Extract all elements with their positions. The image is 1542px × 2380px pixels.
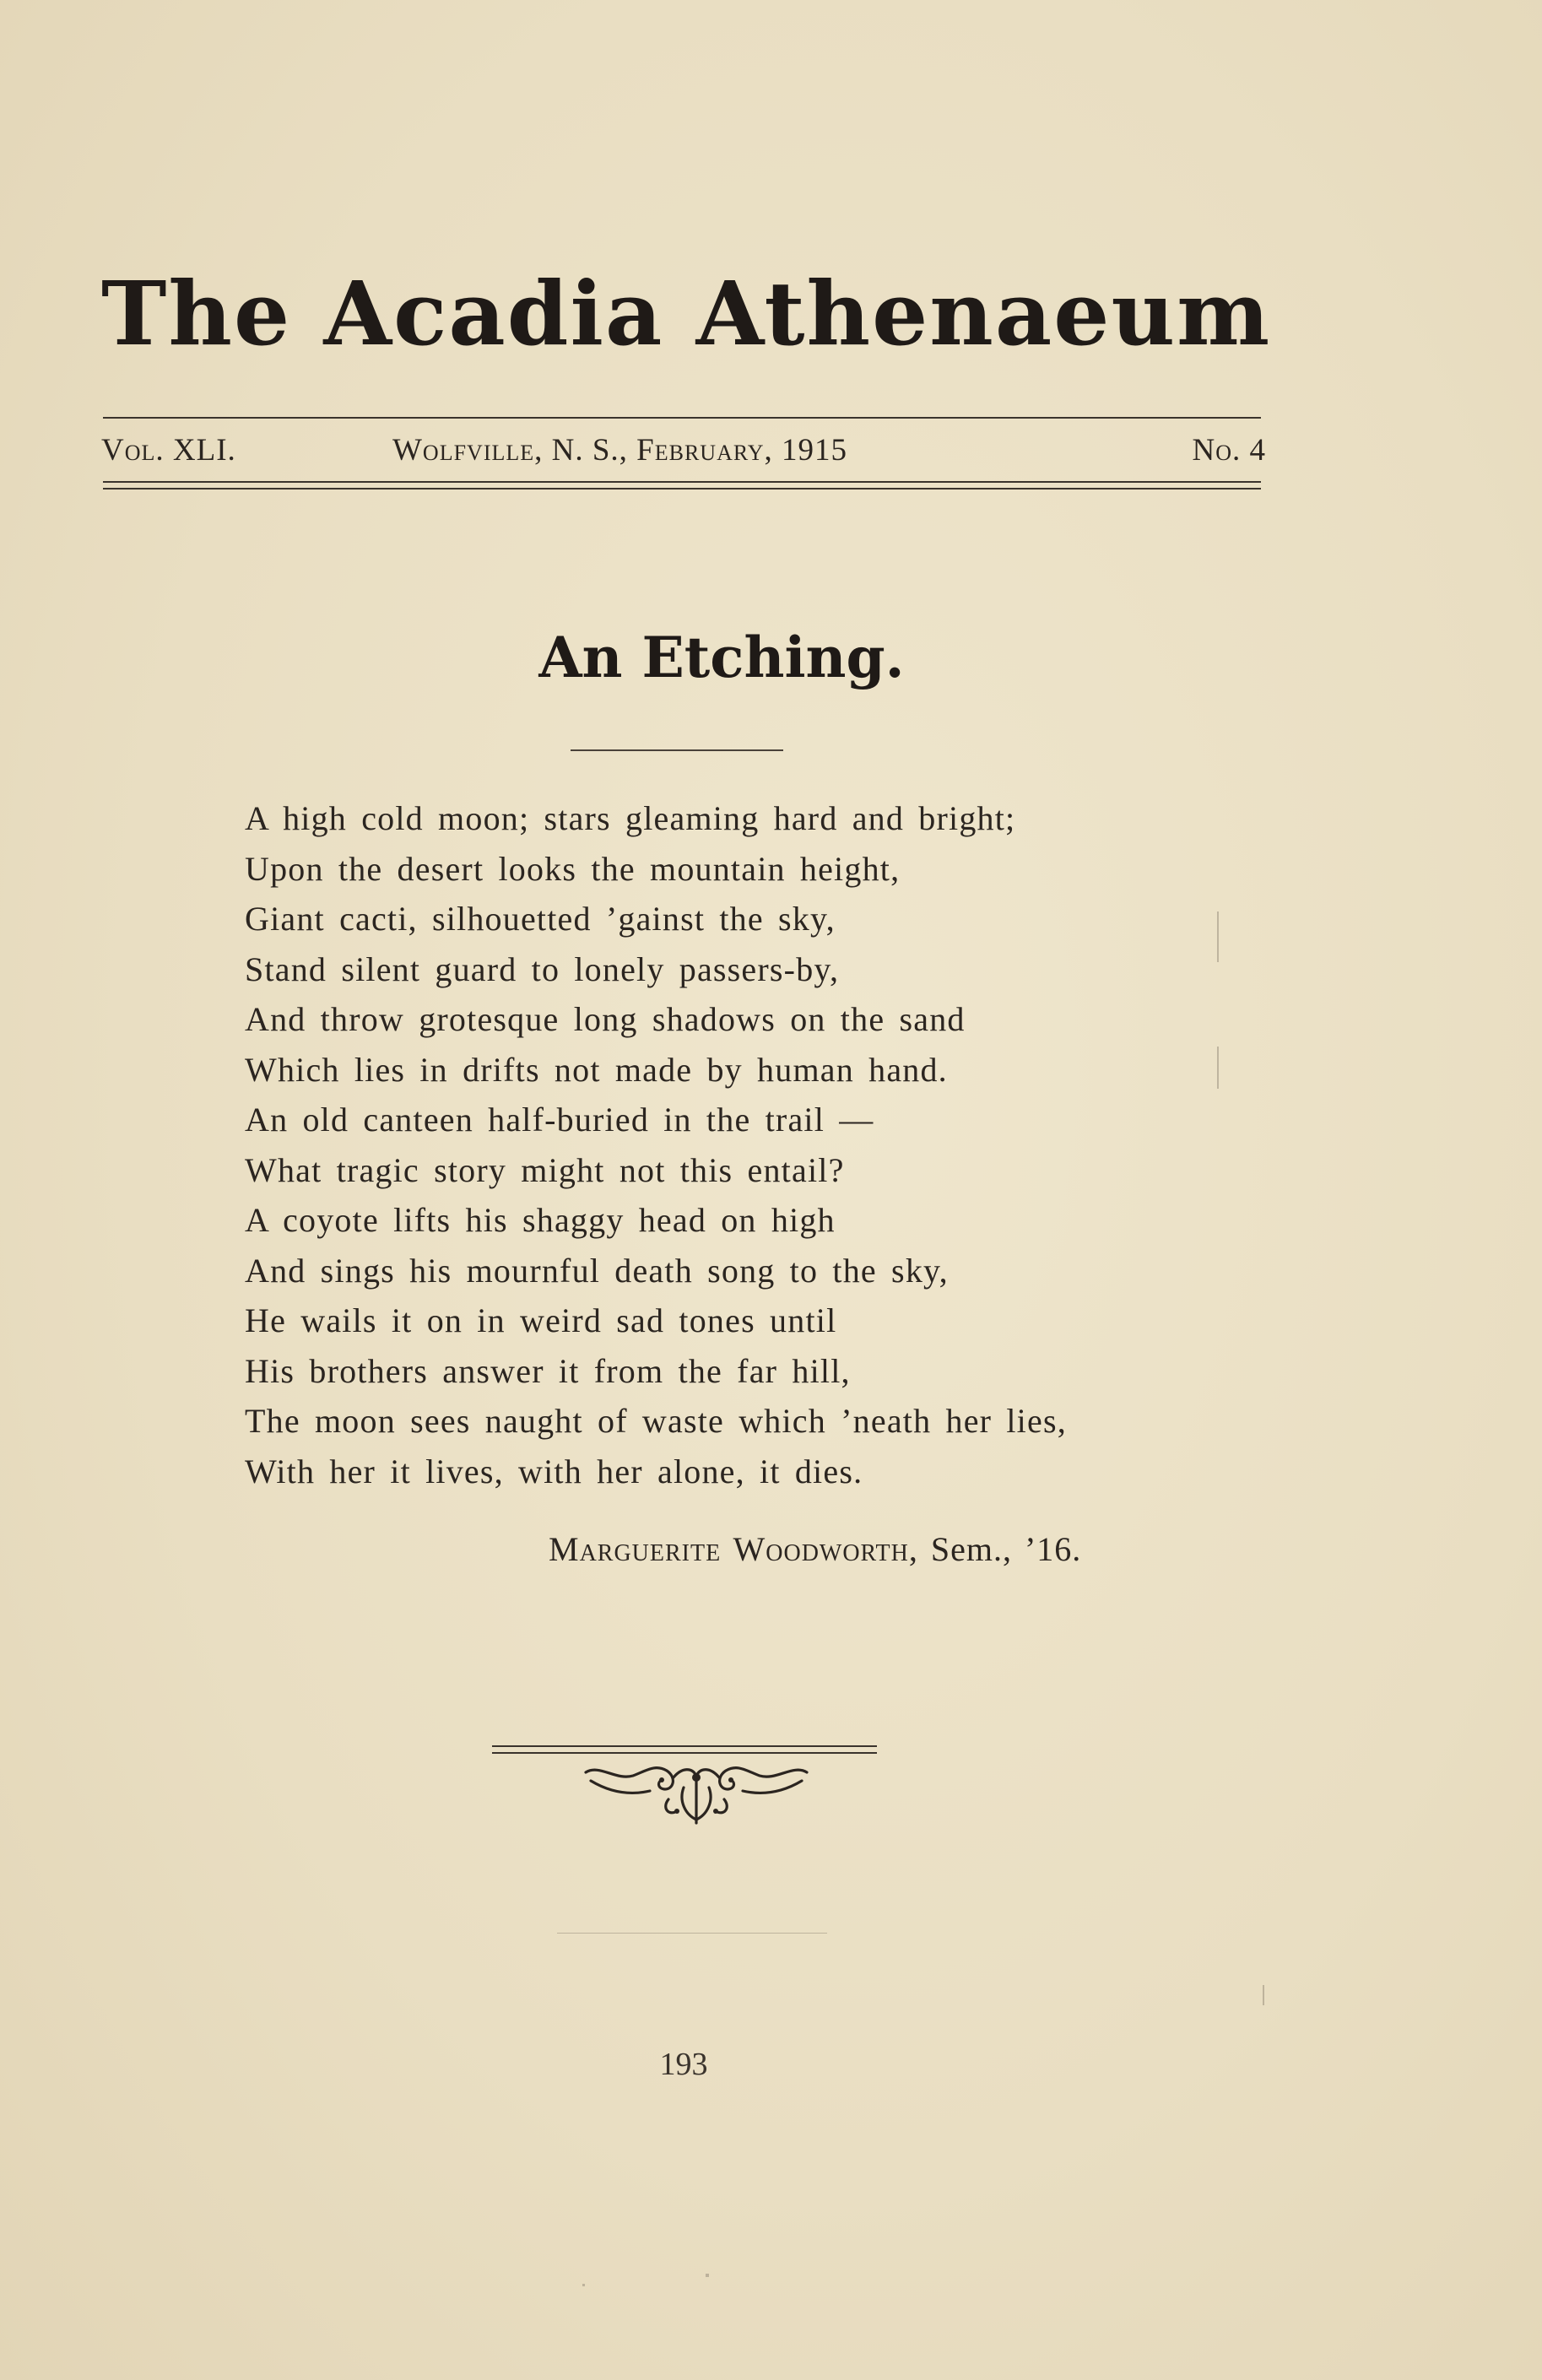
- masthead-double-rule-upper: [103, 481, 1261, 483]
- poem-line: He wails it on in weird sad tones until: [245, 1301, 837, 1339]
- masthead-double-rule-lower: [103, 488, 1261, 490]
- poem-line: Stand silent guard to lonely passers-by,: [245, 949, 840, 988]
- ornament-rule-upper: [492, 1745, 877, 1747]
- author-note: Sem., ’16.: [930, 1530, 1082, 1568]
- author-name: Marguerite Woodworth,: [549, 1530, 918, 1568]
- masthead-top-rule: [103, 417, 1261, 419]
- poem-line: What tragic story might not this entail?: [245, 1150, 845, 1189]
- poem-line: With her it lives, with her alone, it dies.: [245, 1452, 863, 1490]
- poem-line: And throw grotesque long shadows on the sand: [245, 1000, 966, 1038]
- paper-speck: [582, 2284, 585, 2286]
- scroll-ornament-icon: [574, 1752, 819, 1828]
- volume-label: Vol. XLI.: [101, 433, 236, 468]
- poem-line: An old canteen half-buried in the trail —: [245, 1101, 874, 1139]
- paper-speck: [706, 2274, 709, 2277]
- title-divider: [571, 749, 783, 751]
- poem-line: Upon the desert looks the mountain height,: [245, 849, 901, 888]
- poem-body: [245, 793, 1215, 1496]
- poem-line: And sings his mournful death song to the sky,: [245, 1251, 949, 1290]
- place-date-label: Wolfville, N. S., February, 1915: [392, 433, 848, 468]
- paper-speck: [1217, 911, 1219, 962]
- paper-speck: [557, 1933, 827, 1934]
- masthead-title: The Acadia Athenaeum: [101, 262, 1272, 365]
- page-number: 193: [659, 2047, 708, 2082]
- issue-number-label: No. 4: [1192, 433, 1266, 468]
- poem-title: An Etching.: [538, 625, 905, 690]
- poem-line: Giant cacti, silhouetted ’gainst the sky,: [245, 900, 836, 938]
- paper-speck: [1263, 1985, 1264, 2005]
- poem-line: Which lies in drifts not made by human hand.: [245, 1050, 948, 1089]
- issue-line: [101, 432, 1266, 474]
- poem-line: The moon sees naught of waste which ’neath her lies,: [245, 1402, 1067, 1440]
- poem-line: A coyote lifts his shaggy head on high: [245, 1201, 836, 1239]
- poem-line: His brothers answer it from the far hill,: [245, 1351, 851, 1390]
- poem-attribution: [549, 1529, 1198, 1569]
- paper-speck: [1217, 1047, 1219, 1089]
- poem-line: A high cold moon; stars gleaming hard and bright;: [245, 799, 1016, 837]
